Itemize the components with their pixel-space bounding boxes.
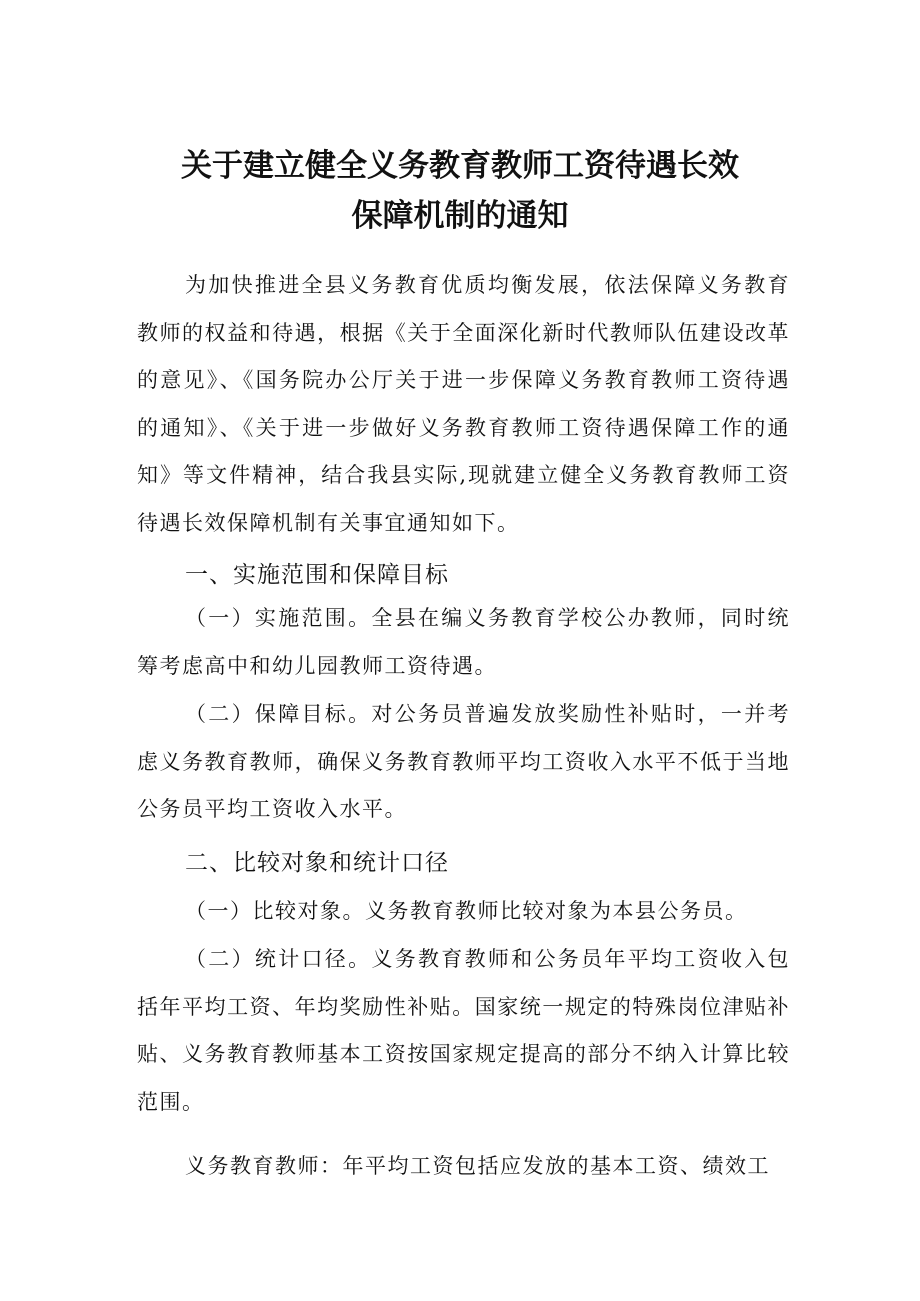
section-heading-2: 二、比较对象和统计口径 (185, 850, 449, 876)
section-2-paragraph-1: （一）比较对象。义务教育教师比较对象为本县公务员。 (185, 899, 748, 923)
section-1-paragraph-1: （一）实施范围。全县在编义务教育学校公办教师，同时统筹考虑高中和幼儿园教师工资待遇。 (137, 606, 790, 678)
document-title-line-2: 保障机制的通知 (351, 198, 569, 234)
teacher-salary-paragraph: 义务教育教师：年平均工资包括应发放的基本工资、绩效工 (185, 1154, 770, 1178)
section-1-paragraph-2: （二）保障目标。对公务员普遍发放奖励性补贴时，一并考虑义务教育教师，确保义务教育教师平均工资收入水平不低于当地公务员平均工资收入水平。 (137, 702, 790, 821)
section-2-paragraph-2: （二）统计口径。义务教育教师和公务员年平均工资收入包括年平均工资、年均奖励性补贴。国家统一规定的特殊岗位津贴补贴、义务教育教师基本工资按国家规定提高的部分不纳入计算比较范围。 (137, 947, 790, 1114)
intro-paragraph: 为加快推进全县义务教育优质均衡发展，依法保障义务教育教师的权益和待遇，根据《关于全面深化新时代教师队伍建设改革的意见》、《国务院办公厅关于进一步保障义务教育教师工资待遇的通知》、《关于进一步做好义务教育教师工资待遇保障工作的通知》等文件精神，结合我县实际,现就建立健全义务教育教师工资待遇长效保障机制有关事宜通知如下。 (137, 273, 790, 535)
section-heading-1: 一、实施范围和保障目标 (185, 562, 449, 588)
document-title-line-1: 关于建立健全义务教育教师工资待遇长效 (181, 148, 739, 184)
